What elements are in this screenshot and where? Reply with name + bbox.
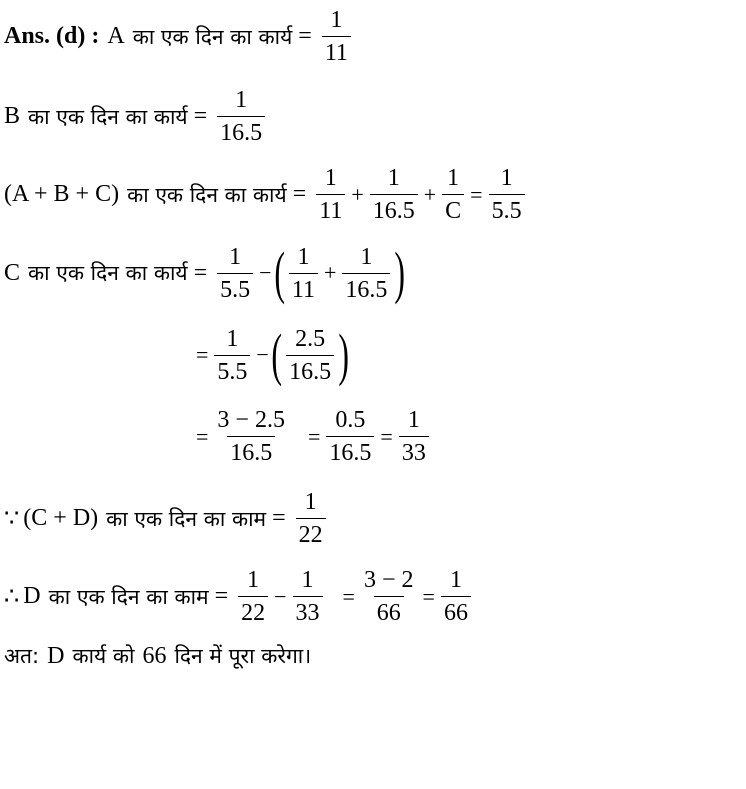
- denominator: 22: [296, 518, 326, 547]
- numerator: 1: [247, 567, 260, 593]
- numerator: 3 − 2: [363, 567, 414, 593]
- denominator: 16.5: [326, 436, 374, 465]
- left-paren: (: [273, 240, 285, 305]
- hindi-text: दिन में पूरा करेगा।: [174, 644, 312, 668]
- line-4-c-work: [4, 240, 406, 305]
- fraction: [217, 88, 265, 145]
- denominator: 11: [289, 273, 318, 302]
- fraction: [214, 408, 288, 465]
- since-symbol: ∵: [4, 506, 20, 532]
- equals: =: [307, 423, 321, 449]
- denominator: 16.5: [370, 194, 418, 223]
- fraction: [296, 490, 326, 547]
- hindi-text: अत:: [4, 644, 40, 668]
- equals: =: [196, 423, 209, 449]
- fraction: [322, 8, 351, 65]
- var-c: C: [4, 259, 21, 286]
- line-6-step: [194, 408, 433, 465]
- hindi-text: का एक दिन का कार्य: [127, 182, 287, 207]
- numerator: 1: [330, 7, 343, 33]
- fraction: [289, 245, 318, 302]
- denominator: 5.5: [217, 273, 253, 302]
- equals: =: [214, 583, 229, 609]
- line-5-step: [194, 322, 350, 387]
- fraction: [238, 568, 268, 625]
- equals: =: [422, 583, 435, 609]
- equals: =: [193, 103, 208, 129]
- fraction: [316, 166, 345, 223]
- var-cd: (C + D): [23, 505, 99, 531]
- line-9-conclusion: [4, 642, 311, 670]
- numerator: 0.5: [335, 407, 366, 433]
- hindi-text: कार्य को: [72, 644, 135, 668]
- therefore-symbol: ∴: [4, 584, 20, 610]
- numerator: 3 − 2.5: [217, 407, 285, 433]
- fraction: [217, 245, 253, 302]
- denominator: 33: [399, 436, 429, 465]
- numerator: 1: [229, 243, 242, 270]
- minus: −: [256, 342, 269, 367]
- plus: +: [324, 260, 337, 285]
- fraction: [286, 327, 334, 384]
- var-a: A: [107, 23, 125, 49]
- numerator: 1: [387, 165, 400, 191]
- hindi-text: का एक दिन का कार्य: [28, 104, 188, 129]
- line-8-d-work: [4, 568, 475, 625]
- equals: =: [272, 505, 286, 531]
- line-2-b-work: [4, 88, 269, 145]
- denominator: C: [442, 194, 464, 223]
- numerator: 1: [304, 489, 317, 515]
- days-number: 66: [142, 642, 167, 669]
- plus: +: [351, 181, 364, 207]
- numerator: 2.5: [295, 325, 326, 352]
- fraction: [326, 408, 374, 465]
- fraction: [442, 166, 464, 223]
- denominator: 16.5: [227, 436, 275, 465]
- numerator: 1: [500, 165, 513, 191]
- fraction: [293, 568, 323, 625]
- fraction: [441, 568, 471, 625]
- hindi-text: का एक दिन का कार्य: [132, 24, 293, 49]
- denominator: 5.5: [489, 194, 525, 223]
- fraction: [370, 166, 418, 223]
- numerator: 1: [447, 165, 460, 191]
- denominator: 16.5: [342, 273, 390, 302]
- equals: =: [380, 423, 393, 449]
- hindi-text: का एक दिन का काम: [48, 584, 209, 609]
- denominator: 66: [374, 596, 404, 625]
- line-7-cd-work: [4, 490, 330, 547]
- right-paren: ): [338, 322, 350, 387]
- fraction: [342, 245, 390, 302]
- var-abc: (A + B + C): [4, 181, 120, 207]
- denominator: 16.5: [217, 116, 265, 145]
- denominator: 5.5: [214, 355, 250, 384]
- equals: =: [298, 23, 312, 49]
- answer-label: Ans. (d) :: [4, 23, 100, 49]
- var-d: D: [47, 642, 65, 669]
- equals: =: [193, 259, 208, 286]
- equals: =: [470, 181, 483, 207]
- hindi-text: का एक दिन का काम: [106, 506, 267, 531]
- line-3-abc-work: [4, 166, 529, 223]
- plus: +: [423, 181, 437, 207]
- numerator: 1: [297, 243, 310, 270]
- right-paren: ): [394, 240, 406, 305]
- fraction: [214, 327, 250, 384]
- var-d: D: [23, 583, 41, 609]
- fraction: [399, 408, 429, 465]
- hindi-text: का एक दिन का कार्य: [28, 261, 188, 285]
- numerator: 1: [226, 325, 239, 352]
- denominator: 22: [238, 596, 268, 625]
- denominator: 11: [322, 36, 351, 65]
- fraction: [361, 568, 417, 625]
- var-b: B: [4, 103, 21, 129]
- numerator: 1: [407, 407, 420, 433]
- numerator: 1: [235, 87, 248, 113]
- numerator: 1: [324, 165, 337, 191]
- minus: −: [274, 583, 287, 609]
- numerator: 1: [360, 243, 373, 270]
- numerator: 1: [301, 567, 314, 593]
- denominator: 66: [441, 596, 471, 625]
- left-paren: (: [271, 322, 282, 387]
- equals: =: [292, 181, 307, 207]
- equals: =: [342, 583, 355, 609]
- line-1-a-work: [4, 8, 355, 65]
- equals: =: [196, 342, 209, 367]
- numerator: 1: [449, 567, 462, 593]
- denominator: 11: [316, 194, 345, 223]
- fraction: [489, 166, 525, 223]
- denominator: 16.5: [286, 355, 334, 384]
- denominator: 33: [293, 596, 323, 625]
- minus: −: [259, 260, 272, 285]
